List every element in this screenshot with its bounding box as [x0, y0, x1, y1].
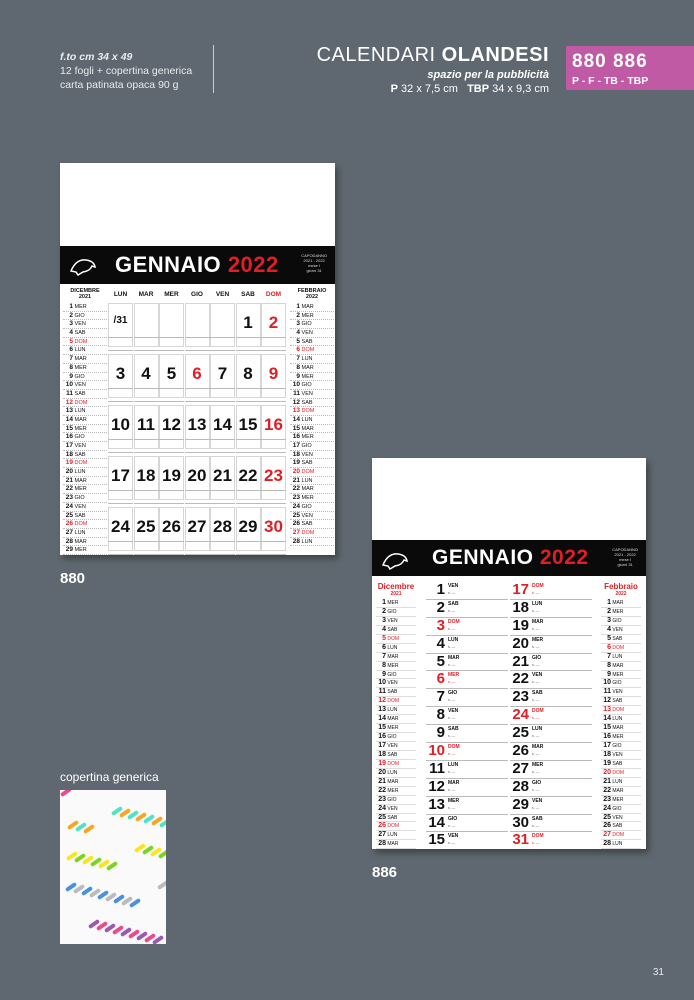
day-row: 9 GIO — [63, 373, 107, 382]
page-title — [317, 44, 549, 67]
day-row: 12 SAB — [601, 697, 641, 706]
day-row: 2 GIO — [63, 312, 107, 321]
day-row: 21 LUN — [290, 477, 334, 486]
day-row: 24 GIO — [601, 805, 641, 814]
note-lines — [134, 439, 159, 453]
day-row: 13 DOM — [601, 706, 641, 715]
day-row: 25 SAB — [63, 512, 107, 521]
day-row: 18 SAB — [376, 751, 416, 760]
weekday-header: MAR — [138, 291, 154, 298]
divider — [213, 45, 214, 93]
day-number: /31 — [113, 315, 128, 326]
day-row: 1 VEN s. — — [426, 582, 508, 600]
day-row: 1 MER — [376, 599, 416, 608]
day-row: 15 VEN s. — — [426, 832, 508, 849]
day-row: 19 SAB — [601, 760, 641, 769]
page-header — [317, 44, 549, 95]
prev-month-column — [376, 599, 416, 849]
day-row: 20 LUN — [63, 468, 107, 477]
day-row: 3 VEN — [63, 320, 107, 329]
day-row: 6 LUN — [376, 644, 416, 653]
day-row: 26 SAB — [601, 822, 641, 831]
day-row: 2 MER — [290, 312, 334, 321]
note-lines — [108, 439, 133, 453]
title-bold: OLANDESI — [441, 44, 549, 66]
day-row: 20 LUN — [376, 769, 416, 778]
day-row: 22 MER — [63, 485, 107, 494]
day-row: 18 VEN — [601, 751, 641, 760]
day-row: 16 GIO — [376, 733, 416, 742]
day-row: 12 DOM — [63, 399, 107, 408]
note-lines — [108, 541, 133, 555]
note-lines — [210, 490, 235, 504]
cover-pattern-mark — [157, 880, 166, 890]
day-number: 19 — [162, 466, 181, 485]
day-row: 29 VEN s. — — [510, 797, 592, 815]
day-row: 12 SAB — [290, 399, 334, 408]
day-row: 21 MAR — [376, 778, 416, 787]
product-badge — [566, 46, 694, 90]
calendar-header-band — [372, 540, 646, 576]
day-row: 22 VEN s. — — [510, 671, 592, 689]
day-number: 4 — [141, 364, 151, 383]
day-row: 8 VEN s. — — [426, 707, 508, 725]
bull-logo-icon — [380, 547, 410, 571]
day-row: 16 MER — [290, 433, 334, 442]
day-row: 26 DOM — [63, 520, 107, 529]
day-row: 5 MAR s. — — [426, 654, 508, 672]
day-row: 11 VEN — [290, 390, 334, 399]
day-row: 14 MAR — [376, 715, 416, 724]
day-number: 15 — [238, 415, 258, 434]
day-number: 17 — [111, 466, 130, 485]
note-lines — [210, 439, 235, 453]
next-month-header — [290, 288, 334, 300]
day-row: 13 LUN — [376, 706, 416, 715]
day-row: 14 MAR — [63, 416, 107, 425]
day-row: 2 GIO — [376, 608, 416, 617]
day-row: 21 MAR — [63, 477, 107, 486]
day-row: 31 DOM s. — — [510, 832, 592, 849]
day-row: 7 MAR — [63, 355, 107, 364]
calendar-title — [432, 546, 589, 570]
mini-info: CAPODANNO 2021 - 2022 mese I giorni 31 — [301, 253, 327, 273]
product-versions: P - F - TB - TBP — [572, 75, 649, 87]
day-number: 18 — [136, 466, 156, 485]
day-row: 3 GIO — [601, 617, 641, 626]
day-number: 23 — [264, 466, 283, 485]
note-lines — [210, 388, 235, 402]
note-lines — [134, 541, 159, 555]
day-row: 10 VEN — [63, 381, 107, 390]
note-lines — [210, 541, 235, 555]
day-number: 30 — [264, 517, 283, 536]
dims-p: 32 x 7,5 cm — [401, 83, 458, 95]
note-lines — [159, 490, 184, 504]
day-row: 4 LUN s. — — [426, 636, 508, 654]
day-number: 2 — [268, 313, 279, 332]
caption-880: 880 — [60, 570, 86, 587]
dims-tbp: 34 x 9,3 cm — [492, 83, 549, 95]
day-row: 28 MAR — [63, 538, 107, 547]
day-row: 19 MAR s. — — [510, 618, 592, 636]
day-row: 11 SAB — [63, 390, 107, 399]
day-row: 17 GIO — [601, 742, 641, 751]
note-lines — [185, 490, 210, 504]
day-number: 14 — [213, 415, 232, 434]
generic-cover-image — [60, 790, 166, 944]
day-number: 26 — [162, 517, 181, 536]
note-lines — [236, 388, 261, 402]
note-lines — [185, 439, 210, 453]
day-row: 17 VEN — [376, 742, 416, 751]
day-row: 23 GIO — [376, 796, 416, 805]
note-lines — [159, 439, 184, 453]
day-row: 11 SAB — [376, 688, 416, 697]
next-month-column — [290, 288, 334, 546]
day-row: 11 VEN — [601, 688, 641, 697]
format-spec — [60, 50, 192, 92]
day-row: 29 MER — [63, 546, 107, 555]
cover-pattern-mark — [60, 790, 72, 797]
day-row: 26 MAR s. — — [510, 743, 592, 761]
weekday-header: DOM — [265, 291, 282, 298]
day-row: 10 GIO — [601, 679, 641, 688]
calendar-886 — [372, 458, 646, 849]
day-row: 11 LUN s. — — [426, 761, 508, 779]
day-row: 3 VEN — [376, 617, 416, 626]
prev-month-header — [376, 582, 416, 597]
format-size: f.to cm 34 x 49 — [60, 51, 133, 63]
day-row: 28 LUN — [290, 538, 334, 547]
day-number: 27 — [187, 517, 207, 536]
product-codes: 880 886 — [572, 51, 648, 72]
weekday-header: LUN — [113, 291, 128, 298]
note-lines — [159, 337, 184, 351]
day-row: 22 MAR — [290, 485, 334, 494]
day-row: 26 SAB — [290, 520, 334, 529]
day-number: 25 — [136, 517, 156, 536]
day-row: 6 DOM — [601, 644, 641, 653]
note-lines — [134, 337, 159, 351]
day-row: 23 MER — [601, 796, 641, 805]
day-row: 4 SAB — [376, 626, 416, 635]
day-row: 2 MER — [601, 608, 641, 617]
day-row: 5 SAB — [290, 338, 334, 347]
day-row: 8 MER — [63, 364, 107, 373]
prev-month-name: Dicembre — [377, 582, 415, 591]
day-number: 16 — [264, 415, 283, 434]
note-lines — [185, 541, 210, 555]
day-row: 28 GIO s. — — [510, 779, 592, 797]
day-row: 27 LUN — [376, 831, 416, 840]
day-row: 15 MER — [376, 724, 416, 733]
weekday-header: GIO — [191, 291, 203, 298]
month-grid — [108, 291, 286, 551]
day-row: 18 VEN — [290, 451, 334, 460]
note-lines — [108, 490, 133, 504]
day-row: 6 MER s. — — [426, 671, 508, 689]
prev-month-name: DICEMBRE — [70, 288, 100, 294]
note-lines — [236, 541, 261, 555]
day-row: 10 GIO — [290, 381, 334, 390]
day-row: 14 LUN — [290, 416, 334, 425]
note-lines — [185, 337, 210, 351]
note-lines — [159, 388, 184, 402]
day-row: 23 GIO — [63, 494, 107, 503]
note-lines — [134, 388, 159, 402]
day-number: 21 — [213, 466, 232, 485]
day-row: 7 LUN — [601, 653, 641, 662]
cover-caption: copertina generica — [60, 770, 159, 784]
day-row: 26 DOM — [376, 822, 416, 831]
dims-tbp-label: TBP — [467, 83, 490, 95]
day-row: 21 LUN — [601, 778, 641, 787]
day-number: 8 — [243, 364, 253, 383]
day-row: 5 DOM — [63, 338, 107, 347]
day-row: 9 GIO — [376, 671, 416, 680]
day-row: 10 VEN — [376, 679, 416, 688]
day-number: 20 — [187, 466, 207, 485]
day-row: 12 DOM — [376, 697, 416, 706]
next-month-column — [601, 599, 641, 849]
format-sheets: 12 fogli + copertina generica — [60, 65, 193, 77]
days-column-2 — [510, 582, 592, 849]
next-month-header — [601, 582, 641, 597]
note-lines — [185, 388, 210, 402]
day-number: 10 — [111, 415, 130, 434]
note-lines — [261, 439, 286, 453]
day-number: 28 — [213, 517, 232, 536]
day-row: 24 DOM s. — — [510, 707, 592, 725]
day-row: 17 DOM s. — — [510, 582, 592, 600]
month-name: GENNAIO — [432, 546, 534, 569]
day-row: 13 MER s. — — [426, 797, 508, 815]
day-row: 16 GIO — [63, 433, 107, 442]
day-row: 27 MER s. — — [510, 761, 592, 779]
day-row: 15 MAR — [290, 425, 334, 434]
day-row: 19 DOM — [63, 459, 107, 468]
note-lines — [236, 439, 261, 453]
prev-month-column — [63, 288, 107, 555]
day-row: 25 VEN — [601, 814, 641, 823]
day-row: 19 SAB — [290, 459, 334, 468]
next-month-year: 2022 — [305, 294, 319, 300]
day-row: 13 LUN — [63, 407, 107, 416]
day-row: 17 GIO — [290, 442, 334, 451]
day-number: 29 — [238, 517, 258, 536]
day-row: 23 MER — [290, 494, 334, 503]
day-row: 4 SAB — [63, 329, 107, 338]
prev-month-year: 2021 — [390, 591, 402, 597]
caption-886: 886 — [372, 864, 398, 881]
day-row: 9 SAB s. — — [426, 725, 508, 743]
day-row: 28 LUN — [601, 840, 641, 849]
prev-month-header — [63, 288, 107, 300]
mini-info: CAPODANNO 2021 - 2022 mese I giorni 31 — [612, 547, 638, 567]
day-row: 12 MAR s. — — [426, 779, 508, 797]
note-lines — [261, 388, 286, 402]
day-row: 14 LUN — [601, 715, 641, 724]
day-row: 8 MAR — [601, 662, 641, 671]
next-month-name: Febbraio — [604, 582, 638, 591]
day-row: 9 MER — [290, 373, 334, 382]
month-name: GENNAIO — [115, 252, 222, 277]
page-subtitle: spazio per la pubblicità — [427, 69, 549, 81]
days-column-1 — [426, 582, 508, 849]
day-row: 24 VEN — [63, 503, 107, 512]
day-row: 10 DOM s. — — [426, 743, 508, 761]
calendar-title — [115, 252, 279, 278]
day-row: 1 MER — [63, 303, 107, 312]
year: 2022 — [539, 546, 589, 569]
weekday-header: MER — [164, 291, 179, 298]
day-row: 27 DOM — [601, 831, 641, 840]
note-lines — [236, 490, 261, 504]
day-number: 1 — [243, 313, 253, 332]
day-row: 30 SAB s. — — [510, 815, 592, 833]
day-row: 24 VEN — [376, 805, 416, 814]
day-row: 20 DOM — [601, 769, 641, 778]
day-row: 27 LUN — [63, 529, 107, 538]
day-row: 18 SAB — [63, 451, 107, 460]
day-row: 24 GIO — [290, 503, 334, 512]
day-number: 6 — [192, 364, 202, 383]
format-paper: carta patinata opaca 90 g — [60, 79, 179, 91]
page-number: 31 — [652, 967, 664, 978]
day-row: 1 MAR — [601, 599, 641, 608]
day-row: 17 VEN — [63, 442, 107, 451]
day-row: 22 MAR — [601, 787, 641, 796]
day-row: 21 GIO s. — — [510, 654, 592, 672]
day-number: 24 — [111, 517, 130, 536]
note-lines — [261, 541, 286, 555]
note-lines — [159, 541, 184, 555]
day-row: 15 MER — [63, 425, 107, 434]
day-number: 22 — [238, 466, 258, 485]
day-row: 19 DOM — [376, 760, 416, 769]
note-lines — [108, 388, 133, 402]
note-lines — [210, 337, 235, 351]
next-month-name: FEBBRAIO — [297, 288, 327, 294]
calendar-header-band — [60, 246, 335, 284]
day-row: 18 LUN s. — — [510, 600, 592, 618]
dims-p-label: P — [390, 83, 398, 95]
day-number: 5 — [166, 364, 177, 383]
day-row: 27 DOM — [290, 529, 334, 538]
day-row: 7 GIO s. — — [426, 689, 508, 707]
day-row: 25 LUN s. — — [510, 725, 592, 743]
day-row: 6 LUN — [63, 346, 107, 355]
day-number: 12 — [162, 415, 181, 434]
day-row: 3 GIO — [290, 320, 334, 329]
day-row: 3 DOM s. — — [426, 618, 508, 636]
dimensions — [317, 83, 549, 95]
day-row: 8 MER — [376, 662, 416, 671]
note-lines — [261, 337, 286, 351]
day-number: 7 — [217, 364, 228, 383]
day-row: 1 MAR — [290, 303, 334, 312]
day-row: 5 DOM — [376, 635, 416, 644]
day-row: 5 SAB — [601, 635, 641, 644]
day-number: 9 — [268, 364, 279, 383]
day-row: 25 SAB — [376, 814, 416, 823]
day-row: 4 VEN — [290, 329, 334, 338]
bull-logo-icon — [68, 253, 98, 277]
day-row: 28 MAR — [376, 840, 416, 849]
day-row: 9 MER — [601, 671, 641, 680]
weekday-header: VEN — [215, 291, 230, 298]
note-lines — [236, 337, 261, 351]
day-row: 23 SAB s. — — [510, 689, 592, 707]
day-row: 20 DOM — [290, 468, 334, 477]
day-row: 6 DOM — [290, 346, 334, 355]
day-row: 15 MAR — [601, 724, 641, 733]
weekday-header: SAB — [241, 291, 255, 298]
title-light: CALENDARI — [316, 44, 436, 66]
day-number: 11 — [137, 415, 155, 434]
prev-month-year: 2021 — [78, 294, 92, 300]
day-number: 13 — [187, 415, 207, 434]
note-lines — [261, 490, 286, 504]
day-row: 2 SAB s. — — [426, 600, 508, 618]
day-row: 7 LUN — [290, 355, 334, 364]
day-row: 8 MAR — [290, 364, 334, 373]
calendar-880 — [60, 163, 335, 555]
next-month-year: 2022 — [615, 591, 627, 597]
year: 2022 — [227, 252, 279, 277]
note-lines — [108, 337, 133, 351]
day-row: 4 VEN — [601, 626, 641, 635]
day-row: 7 MAR — [376, 653, 416, 662]
note-lines — [134, 490, 159, 504]
day-row: 16 MER — [601, 733, 641, 742]
day-row: 20 MER s. — — [510, 636, 592, 654]
day-row: 13 DOM — [290, 407, 334, 416]
day-number: 3 — [115, 364, 126, 383]
day-row: 22 MER — [376, 787, 416, 796]
day-row: 25 VEN — [290, 512, 334, 521]
day-row: 14 GIO s. — — [426, 815, 508, 833]
